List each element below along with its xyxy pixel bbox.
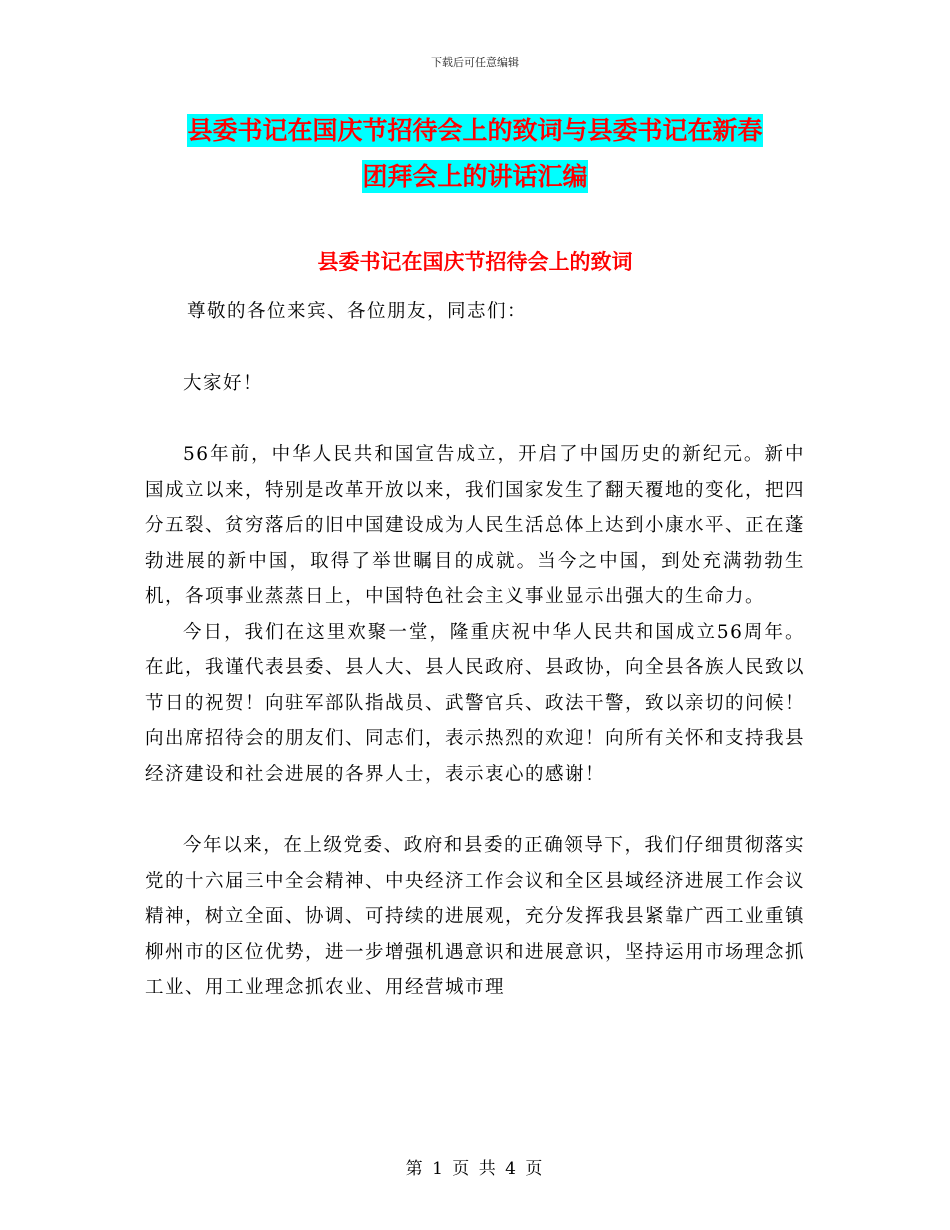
- title-line-1: 县委书记在国庆节招待会上的致词与县委书记在新春: [187, 116, 763, 145]
- header-note: 下载后可任意编辑: [431, 56, 519, 69]
- document-title: [0, 108, 950, 200]
- section-title: 县委书记在国庆节招待会上的致词: [317, 250, 633, 274]
- paragraph: 今年以来，在上级党委、政府和县委的正确领导下，我们仔细贯彻落实党的十六届三中全会精神、中央经济工作会议和全区县域经济进展工作会议精神，树立全面、协调、可持续的进展观，充分发挥我县紧靠广西工业重镇柳州市的区位优势，进一步增强机遇意识和进展意识，坚持运用市场理念抓工业、用工业理念抓农业、用经营城市理: [145, 835, 806, 998]
- paragraph: 56年前，中华人民共和国宣告成立，开启了中国历史的新纪元。新中国成立以来，特别是改革开放以来，我们国家发生了翻天覆地的变化，把四分五裂、贫穷落后的旧中国建设成为人民生活总体上达到小康水平、正在蓬勃进展的新中国，取得了举世瞩目的成就。当今之中国，到处充满勃勃生机，各项事业蒸蒸日上，中国特色社会主义事业显示出强大的生命力。: [145, 444, 806, 607]
- title-line-2: 团拜会上的讲话汇编: [362, 162, 588, 191]
- greeting: 大家好！: [183, 372, 264, 394]
- page-number: 第 1 页 共 4 页: [405, 1159, 545, 1179]
- salutation: 尊敬的各位来宾、各位朋友，同志们：: [187, 301, 528, 322]
- paragraph: 今日，我们在这里欢聚一堂，隆重庆祝中华人民共和国成立56周年。在此，我谨代表县委、县人大、县人民政府、县政协，向全县各族人民致以节日的祝贺！向驻军部队指战员、武警官兵、政法干警，致以亲切的问候！向出席招待会的朋友们、同志们，表示热烈的欢迎！向所有关怀和支持我县经济建设和社会进展的各界人士，表示衷心的感谢！: [145, 621, 806, 785]
- document-body: [145, 294, 805, 1006]
